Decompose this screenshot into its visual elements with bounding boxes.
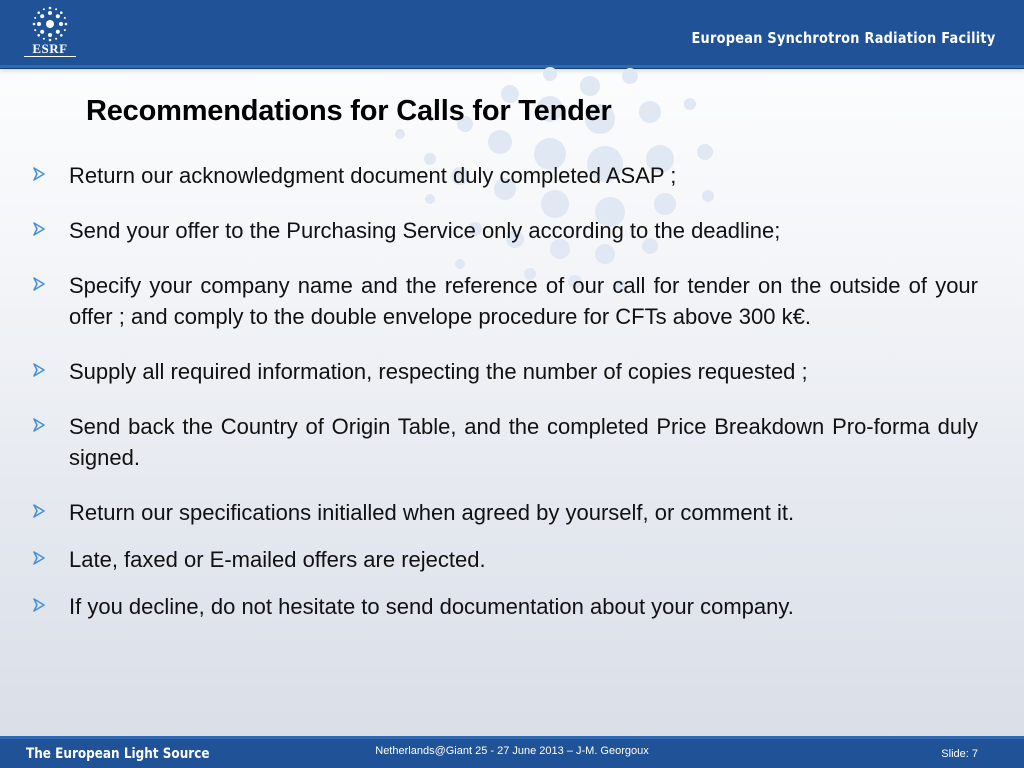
bullet-text: Return our specifications initialled when agreed by yourself, or comment it. [69,500,795,525]
arrow-bullet-icon [30,416,48,434]
list-item [30,215,978,246]
arrow-bullet-icon [30,596,48,614]
arrow-bullet-icon [30,549,48,567]
footer-bar [0,736,1024,768]
organization-name: European Synchrotron Radiation Facility [691,29,996,47]
bullet-text: Specify your company name and the reference of our call for tender on the outside of your offer ; and comply to the double envelope procedure for CFTs above 300 k€. [69,273,978,329]
list-item [30,544,978,575]
list-item [30,411,978,473]
bullet-text: Late, faxed or E-mailed offers are rejected. [69,547,486,572]
arrow-bullet-icon [30,275,48,293]
bullet-text: Supply all required information, respecting the number of copies requested ; [69,359,808,384]
list-item [30,160,978,191]
header-bar [0,0,1024,68]
bullet-list [30,160,978,622]
arrow-bullet-icon [30,220,48,238]
bullet-text: Send back the Country of Origin Table, and the completed Price Breakdown Pro-forma duly signed. [69,414,978,470]
list-item [30,591,978,622]
footer-tagline: The European Light Source [26,746,210,762]
slide-title: Recommendations for Calls for Tender [86,95,612,127]
bullet-text: Send your offer to the Purchasing Service only according to the deadline; [69,218,781,243]
slide-number: Slide: 7 [941,748,978,760]
logo-text: ESRF [24,42,76,57]
footer-event-info: Netherlands@Giant 25 - 27 June 2013 – J-M. Georgoux [375,745,649,757]
list-item [30,497,978,528]
arrow-bullet-icon [30,165,48,183]
starburst-logo-icon [24,6,76,46]
bullet-text: If you decline, do not hesitate to send documentation about your company. [69,594,794,619]
list-item [30,270,978,332]
arrow-bullet-icon [30,361,48,379]
bullet-text: Return our acknowledgment document duly completed ASAP ; [69,163,677,188]
arrow-bullet-icon [30,502,48,520]
list-item [30,356,978,387]
